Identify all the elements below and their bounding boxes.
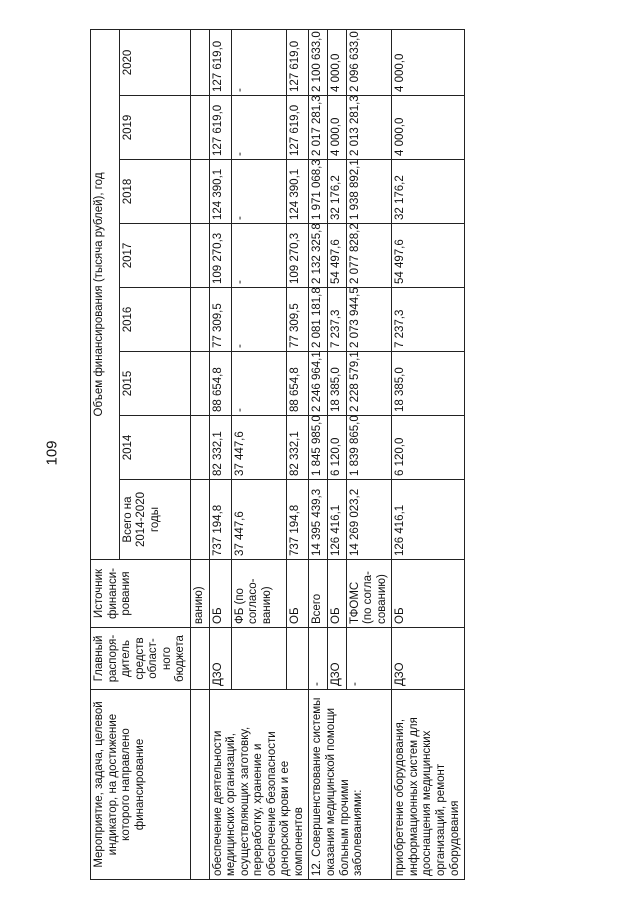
cell-value: 127 619,0 <box>287 29 309 95</box>
finance-table <box>90 29 465 880</box>
cell-value: 54 497,6 <box>328 224 347 288</box>
cell-source: ОБ <box>392 560 465 628</box>
cell-value: 6 120,0 <box>328 416 347 480</box>
finance-table-sheet <box>90 30 610 880</box>
header-total: Всего на 2014-2020 годы <box>119 480 190 560</box>
cell-value: 37 447,6 <box>231 416 286 480</box>
cell-source: ОБ <box>287 560 309 628</box>
cell-value: 4 000,0 <box>392 96 465 160</box>
cell-source: ТФОМС (по согла-сованию) <box>346 560 392 628</box>
cell-value: 109 270,3 <box>287 224 309 288</box>
cell-value: 4 000,0 <box>328 29 347 95</box>
cell-value: 109 270,3 <box>209 224 231 288</box>
cell-measure: обеспечение деятельности медицинских организаций, осуществляющих заготовку, переработку, хранение и обеспечение безопасности донорской крови и ее компонентов <box>209 690 309 880</box>
cell-value: 82 332,1 <box>287 416 309 480</box>
cell-value <box>190 160 209 224</box>
cell-total: 37 447,6 <box>231 480 286 560</box>
cell-measure: 12. Совершенствование системы оказания медицинской помощи больным прочими заболеваниями: <box>309 690 392 880</box>
cell-value: - <box>231 224 286 288</box>
cell-value: 1 839 865,0 <box>346 416 392 480</box>
header-year: 2015 <box>119 352 190 416</box>
table-row <box>209 29 231 879</box>
cell-value <box>190 96 209 160</box>
header-year: 2019 <box>119 96 190 160</box>
cell-measure <box>190 690 209 880</box>
cell-value: 32 176,2 <box>328 160 347 224</box>
cell-value: 2 100 633,0 <box>309 29 328 95</box>
cell-source: ОБ <box>209 560 231 628</box>
cell-source: ванию) <box>190 560 209 628</box>
cell-value: 4 000,0 <box>392 29 465 95</box>
header-year: 2014 <box>119 416 190 480</box>
cell-value: 1 971 068,3 <box>309 160 328 224</box>
cell-value: 77 309,5 <box>287 288 309 352</box>
page-number: 109 <box>43 440 61 466</box>
cell-measure: приобретение оборудования, информационных систем для дооснащения медицинских организаций, ремонт оборудования <box>392 690 465 880</box>
cell-manager: ДЗО <box>328 628 347 690</box>
cell-value: 32 176,2 <box>392 160 465 224</box>
cell-value: - <box>231 352 286 416</box>
cell-value: 88 654,8 <box>287 352 309 416</box>
cell-value: - <box>231 29 286 95</box>
cell-value: 7 237,3 <box>328 288 347 352</box>
header-year: 2020 <box>119 29 190 95</box>
cell-manager: ДЗО <box>392 628 465 690</box>
cell-value <box>190 352 209 416</box>
cell-value: 2 077 828,2 <box>346 224 392 288</box>
cell-value <box>190 224 209 288</box>
cell-value: 127 619,0 <box>209 29 231 95</box>
cell-value: 77 309,5 <box>209 288 231 352</box>
cell-value <box>190 29 209 95</box>
cell-manager <box>190 628 209 690</box>
cell-value: 54 497,6 <box>392 224 465 288</box>
cell-total <box>190 480 209 560</box>
cell-value: - <box>231 96 286 160</box>
cell-manager <box>287 628 309 690</box>
cell-value: 1 845 985,0 <box>309 416 328 480</box>
cell-value: 2 081 181,8 <box>309 288 328 352</box>
cell-value: 124 390,1 <box>287 160 309 224</box>
cell-total: 737 194,8 <box>287 480 309 560</box>
cell-value: - <box>231 288 286 352</box>
cell-manager: ДЗО <box>209 628 231 690</box>
cell-value: 2 096 633,0 <box>346 29 392 95</box>
cell-source: Всего <box>309 560 328 628</box>
cell-total: 14 269 023,2 <box>346 480 392 560</box>
header-source: Источник финанси-рования <box>91 560 191 628</box>
table-row <box>190 29 209 879</box>
cell-value: 4 000,0 <box>328 96 347 160</box>
cell-manager: - <box>346 628 392 690</box>
cell-value: 18 385,0 <box>328 352 347 416</box>
header-year: 2017 <box>119 224 190 288</box>
header-year: 2016 <box>119 288 190 352</box>
cell-total: 126 416,1 <box>328 480 347 560</box>
cell-manager: - <box>309 628 328 690</box>
cell-value: 1 938 892,1 <box>346 160 392 224</box>
cell-value: 2 073 944,5 <box>346 288 392 352</box>
cell-value: 2 132 325,8 <box>309 224 328 288</box>
cell-total: 737 194,8 <box>209 480 231 560</box>
cell-total: 14 395 439,3 <box>309 480 328 560</box>
cell-value <box>190 288 209 352</box>
cell-value: 127 619,0 <box>287 96 309 160</box>
cell-value: 7 237,3 <box>392 288 465 352</box>
table-row <box>309 29 328 879</box>
header-manager: Главный распоря-дитель средств област-ного бюджета <box>91 628 191 690</box>
header-measure: Мероприятие, задача, целевой индикатор, на достижение которого направлено финансирование <box>91 690 191 880</box>
cell-source: ФБ (по согласо-ванию) <box>231 560 286 628</box>
header-volume: Объем финансирования (тысяча рублей), год <box>91 29 120 559</box>
cell-value: - <box>231 160 286 224</box>
cell-value: 88 654,8 <box>209 352 231 416</box>
cell-value: 127 619,0 <box>209 96 231 160</box>
cell-value: 2 013 281,3 <box>346 96 392 160</box>
cell-value: 2 246 964,1 <box>309 352 328 416</box>
cell-total: 126 416,1 <box>392 480 465 560</box>
cell-source: ОБ <box>328 560 347 628</box>
cell-value: 6 120,0 <box>392 416 465 480</box>
cell-value: 82 332,1 <box>209 416 231 480</box>
cell-value: 2 228 579,1 <box>346 352 392 416</box>
cell-value: 18 385,0 <box>392 352 465 416</box>
table-row <box>392 29 465 879</box>
cell-value <box>190 416 209 480</box>
cell-value: 2 017 281,3 <box>309 96 328 160</box>
cell-value: 124 390,1 <box>209 160 231 224</box>
cell-manager <box>231 628 286 690</box>
header-year: 2018 <box>119 160 190 224</box>
